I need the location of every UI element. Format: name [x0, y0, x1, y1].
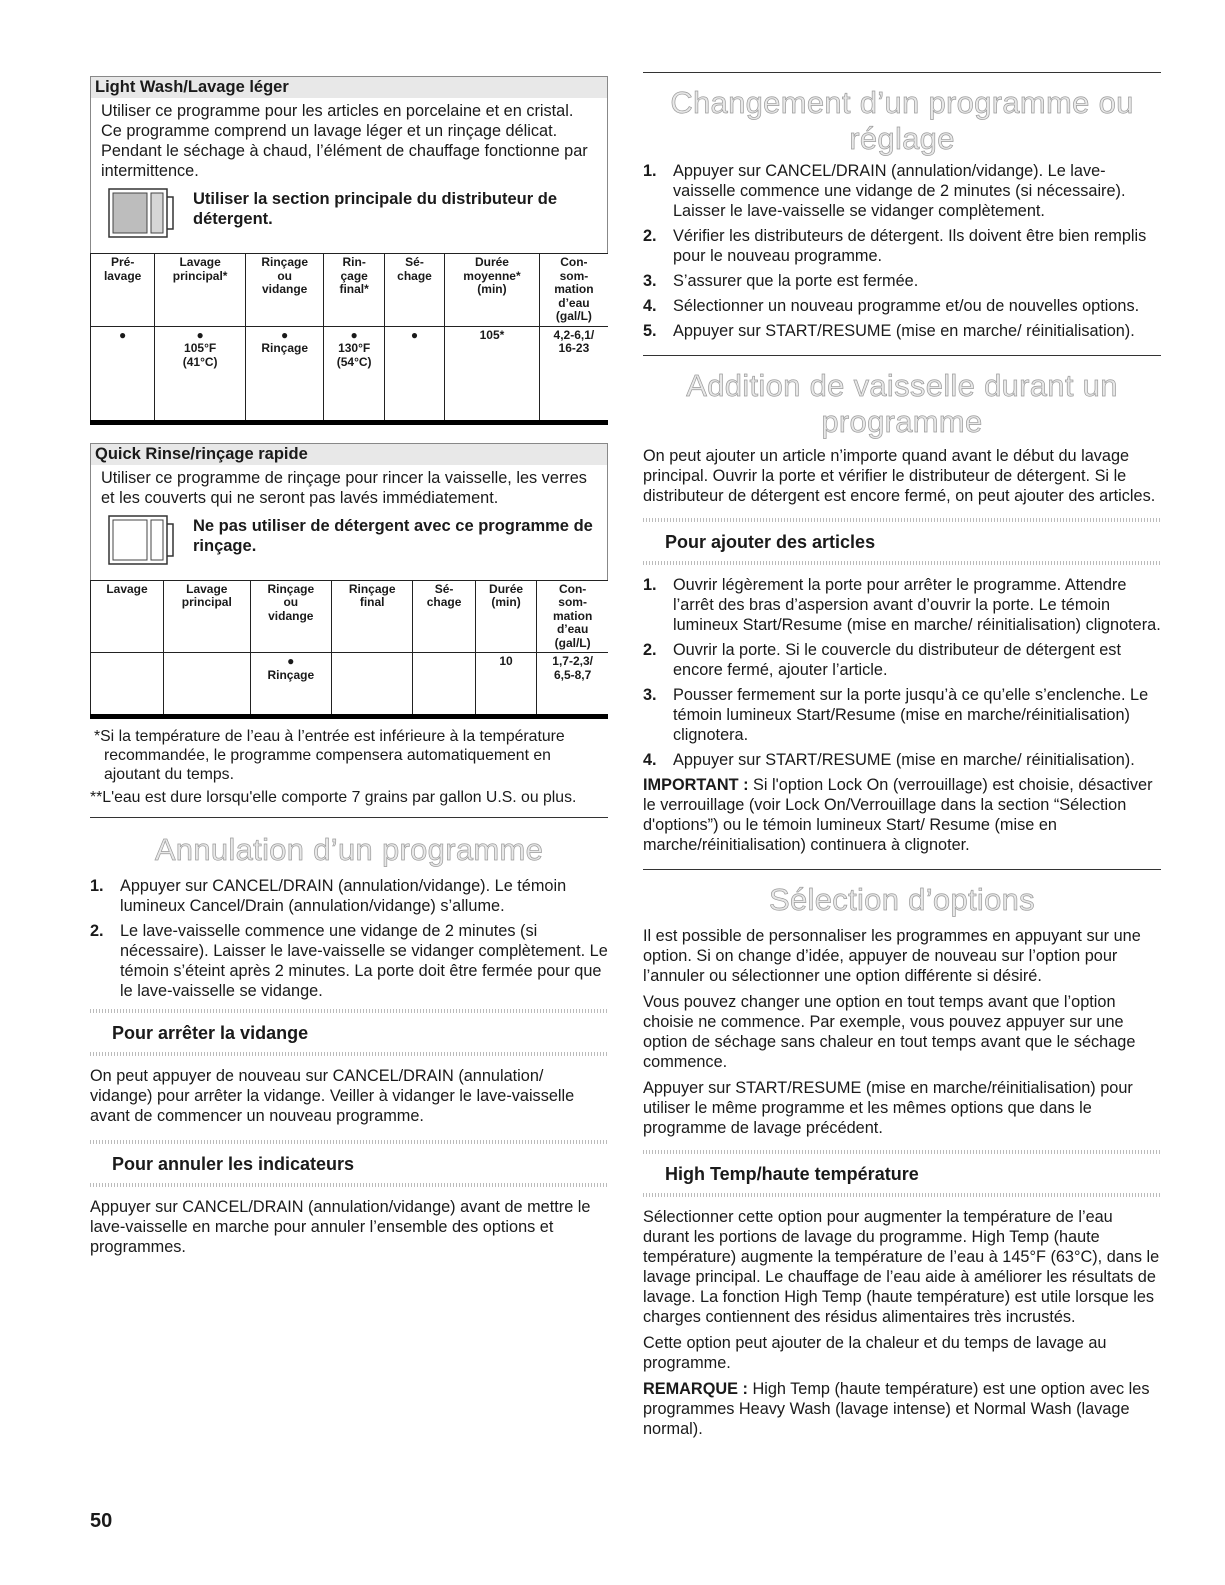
- divider: [643, 869, 1161, 870]
- table-header-cell: Durée moyenne* (min): [445, 254, 540, 327]
- table-header-cell: Sé- chage: [413, 580, 475, 653]
- divider: [643, 355, 1161, 356]
- table-header-cell: Con- som- mation d’eau (gal/L): [537, 580, 608, 653]
- footnotes: [90, 727, 608, 807]
- table-header-cell: Durée (min): [475, 580, 536, 653]
- list-item: 1. Appuyer sur CANCEL/DRAIN (annulation/vidange). Le lave-vaisselle commence une vidange de 2 minutes (si nécessaire). Laisser le lave-vaisselle se vidanger complètement.: [643, 162, 1126, 220]
- list-item: 4. Sélectionner un nouveau programme et/ou de nouvelles options.: [643, 297, 1140, 315]
- dispenser-instruction: Utiliser la section principale du distributeur de détergent.: [193, 190, 557, 228]
- table-header-cell: Rinçage final: [331, 580, 412, 653]
- table-cell: ● 105°F (41°C): [155, 326, 246, 422]
- section-title-addition: Addition de vaisselle durant un programme: [686, 368, 1118, 439]
- page-number: 50: [90, 1510, 113, 1532]
- dispenser-instruction: Ne pas utiliser de détergent avec ce programme de rinçage.: [193, 516, 593, 555]
- table-header-cell: Con- som- mation d’eau (gal/L): [539, 254, 608, 327]
- subsection-title: Pour annuler les indicateurs: [112, 1154, 355, 1174]
- changement-steps: [643, 161, 1161, 341]
- list-item: 1. Ouvrir légèrement la porte pour arrêter le programme. Attendre l’arrêt des bras d’aspersion avant d’ouvrir la porte. Le témoin lumineux Start/Resume (mise en marche/ réinitialisation) clignotera.: [643, 576, 1161, 634]
- list-item: 2. Vérifier les distributeurs de détergent. Ils doivent être bien remplis pour le nouveau programme.: [643, 227, 1147, 265]
- list-item: 4. Appuyer sur START/RESUME (mise en marche/ réinitialisation).: [643, 751, 1135, 769]
- divider: [90, 1052, 608, 1056]
- high-temp-paragraph: Sélectionner cette option pour augmenter la température de l’eau durant les portions de lavage du programme. High Temp (haute température) augmente la température de l’eau à 145°F (63°C), dans le lavage principal. Le chauffage de l’eau aide à améliorer les résultats de lavage. La fonction High Temp (haute température) est utile lorsque les charges contiennent des résidus alimentaires très incrustés.: [643, 1208, 1160, 1326]
- footnote-temperature: *Si la température de l’eau à l’entrée est inférieure à la température recommandée, le programme compensera automatiquement en ajoutant du temps.: [94, 728, 565, 783]
- selection-paragraph: Vous pouvez changer une option en tout temps avant que l’option choisie ne commence. Par exemple, vous pouvez appuyer sur une option de séchage sans chaleur en tout temps avant que le séchage commence.: [643, 993, 1136, 1071]
- light-wash-table: [90, 253, 608, 425]
- table-header-cell: Rinçage ou vidange: [245, 254, 323, 327]
- divider: [643, 1150, 1161, 1154]
- table-cell: ● 130°F (54°C): [324, 326, 384, 422]
- table-cell: [413, 653, 475, 717]
- light-wash-box: [90, 76, 608, 425]
- table-header-cell: Pré- lavage: [91, 254, 155, 327]
- list-item: 5. Appuyer sur START/RESUME (mise en marche/ réinitialisation).: [643, 322, 1135, 340]
- list-item: 2. Ouvrir la porte. Si le couvercle du distributeur de détergent est encore fermé, ajouter l’article.: [643, 641, 1121, 679]
- light-wash-body: [90, 98, 608, 253]
- subsection-title: Pour arrêter la vidange: [112, 1023, 309, 1043]
- table-header-cell: Lavage: [91, 580, 164, 653]
- section-title-annulation: Annulation d’un programme: [154, 832, 544, 867]
- list-item: 2. Le lave-vaisselle commence une vidange de 2 minutes (si nécessaire). Laisser le lave-vaisselle se vidanger complètement. Le témoin s’éteint après 2 minutes. La porte doit être fermée pour que le lave-vaisselle se vidange.: [90, 922, 608, 1000]
- table-header-cell: Lavage principal*: [155, 254, 246, 327]
- quick-rinse-box: [90, 443, 608, 720]
- table-header-cell: Rin- çage final*: [324, 254, 384, 327]
- table-cell: ● Rinçage: [250, 653, 331, 717]
- important-note: IMPORTANT : Si l'option Lock On (verrouillage) est choisie, désactiver le verrouillage (voir Lock On/Verrouillage dans la section “Sélection d'options”) ou le témoin lumineux Start/ Resume (mise en marche/réinitialisation) continuera à clignoter.: [643, 776, 1153, 854]
- table-header-cell: Rinçage ou vidange: [250, 580, 331, 653]
- table-cell: 10: [475, 653, 536, 717]
- addition-steps: [643, 575, 1161, 770]
- table-cell: ● Rinçage: [245, 326, 323, 422]
- footnote-hard-water: **L'eau est dure lorsqu'elle comporte 7 grains par gallon U.S. ou plus.: [90, 789, 577, 806]
- list-item: 3. S’assurer que la porte est fermée.: [643, 272, 919, 290]
- divider: [90, 1140, 608, 1144]
- table-cell: 105*: [445, 326, 540, 422]
- list-item: 3. Pousser fermement sur la porte jusqu’à ce qu’elle s’enclenche. Le témoin lumineux Start/Resume (mise en marche/réinitialisation) clignotera.: [643, 686, 1149, 744]
- quick-rinse-title: Quick Rinse/rinçage rapide: [90, 443, 608, 465]
- quick-rinse-description: Utiliser ce programme de rinçage pour rincer la vaisselle, les verres et les couverts qui ne seront pas lavés immédiatement.: [101, 468, 587, 507]
- dispenser-note: [107, 514, 597, 566]
- remarque-note: REMARQUE : High Temp (haute température) est une option avec les programmes Heavy Wash (lavage intense) et Normal Wash (lavage normal).: [643, 1380, 1150, 1438]
- section-title-changement: Changement d’un programme ou réglage: [670, 85, 1134, 156]
- cancel-indicators-text: Appuyer sur CANCEL/DRAIN (annulation/vidange) avant de mettre le lave-vaisselle en marche pour annuler l’ensemble des options et programmes.: [90, 1198, 591, 1256]
- divider: [643, 518, 1161, 522]
- high-temp-paragraph: Cette option peut ajouter de la chaleur et du temps de lavage au programme.: [643, 1334, 1107, 1372]
- selection-paragraph: Appuyer sur START/RESUME (mise en marche/réinitialisation) pour utiliser le même programme et les mêmes options que dans le programme de lavage précédent.: [643, 1079, 1133, 1137]
- table-cell: [331, 653, 412, 717]
- table-header-cell: Sé- chage: [384, 254, 444, 327]
- divider: [90, 1183, 608, 1187]
- table-cell: [91, 653, 164, 717]
- subsection-title: High Temp/haute température: [665, 1164, 919, 1184]
- divider: [90, 817, 608, 818]
- dispenser-note: [107, 187, 597, 239]
- list-item: 1. Appuyer sur CANCEL/DRAIN (annulation/vidange). Le témoin lumineux Cancel/Drain (annulation/vidange) s’allume.: [90, 877, 567, 915]
- table-cell: [163, 653, 250, 717]
- divider: [643, 1193, 1161, 1197]
- light-wash-description: Utiliser ce programme pour les articles en porcelaine et en cristal. Ce programme comprend un lavage léger et un rinçage délicat. Pendant le séchage à chaud, l’élément de chauffage fonctionne par intermittence.: [101, 102, 588, 180]
- table-cell: 4,2-6,1/ 16-23: [539, 326, 608, 422]
- stop-drain-text: On peut appuyer de nouveau sur CANCEL/DRAIN (annulation/ vidange) pour arrêter la vidange. Veiller à vidanger le lave-vaisselle avant de commencer un nouveau programme.: [90, 1067, 575, 1125]
- right-column: [643, 72, 1161, 1439]
- light-wash-title: Light Wash/Lavage léger: [90, 76, 608, 98]
- quick-rinse-body: [90, 465, 608, 580]
- table-cell: 1,7-2,3/ 6,5-8,7: [537, 653, 608, 717]
- left-column: [90, 72, 608, 1257]
- divider: [643, 72, 1161, 73]
- quick-rinse-table: [90, 580, 608, 720]
- detergent-dispenser-icon: [107, 187, 177, 239]
- table-cell: ●: [91, 326, 155, 422]
- selection-paragraph: Il est possible de personnaliser les programmes en appuyant sur une option. Si on change d’idée, appuyer de nouveau sur l’option pour l’annuler ou sélectionner une option différente si désiré.: [643, 927, 1141, 985]
- divider: [643, 561, 1161, 565]
- divider: [90, 1009, 608, 1013]
- table-header-cell: Lavage principal: [163, 580, 250, 653]
- table-cell: ●: [384, 326, 444, 422]
- annulation-steps: [90, 876, 608, 1001]
- addition-intro: On peut ajouter un article n’importe quand avant le début du lavage principal. Ouvrir la porte et vérifier le distributeur de détergent. Si le distributeur de détergent est encore fermé, on peut ajouter des articles.: [643, 447, 1156, 505]
- subsection-title: Pour ajouter des articles: [665, 532, 876, 552]
- detergent-dispenser-icon: [107, 514, 177, 566]
- section-title-selection: Sélection d’options: [769, 882, 1035, 917]
